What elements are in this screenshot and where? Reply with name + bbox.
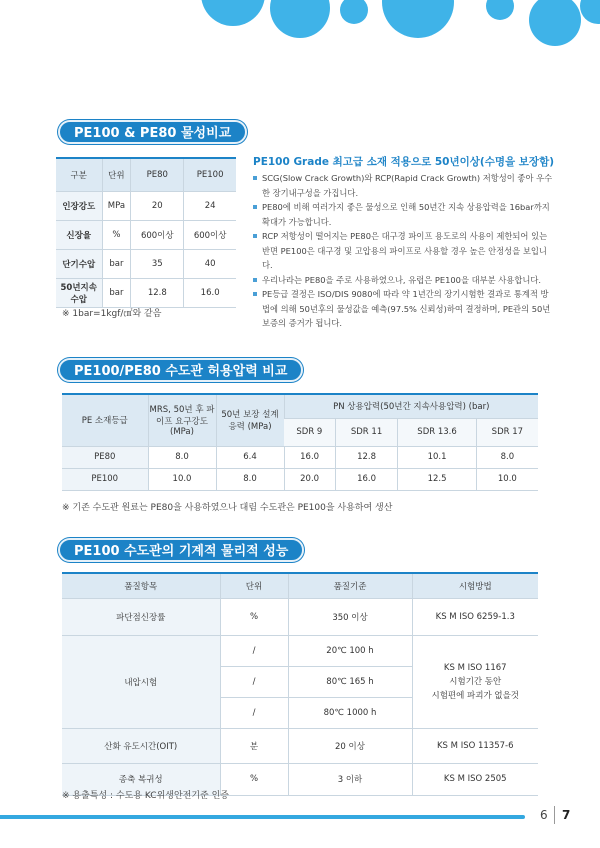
table-cell: KS M ISO 11357-6 <box>412 728 538 763</box>
table-cell: / <box>220 697 288 728</box>
table-cell: 80℃ 165 h <box>288 666 412 697</box>
table-header: 시험방법 <box>412 573 538 598</box>
method-line: 시험기간 동안 <box>449 676 502 687</box>
table-cell: 12.8 <box>131 278 184 307</box>
performance-table <box>62 572 538 796</box>
table-cell: 24 <box>184 191 236 220</box>
table-header: PE100 <box>184 158 236 191</box>
table-header: 구분 <box>56 158 102 191</box>
properties-table <box>56 157 236 308</box>
table-cell: 10.1 <box>398 446 476 468</box>
section-title-performance: PE100 수도관의 기계적 물리적 성능 <box>58 538 304 562</box>
table-header: PN 상용압력(50년간 지속사용압력) (bar) <box>284 394 538 418</box>
table-header: PE80 <box>131 158 184 191</box>
table-cell: 35 <box>131 249 184 278</box>
table-cell: 16.0 <box>184 278 236 307</box>
method-line: 시험편에 파괴가 없을것 <box>431 690 519 701</box>
table-cell: 350 이상 <box>288 598 412 635</box>
method-line: KS M ISO 1167 <box>443 662 507 673</box>
table-cell: 20℃ 100 h <box>288 635 412 666</box>
table-cell: 600이상 <box>184 220 236 249</box>
table-row <box>56 278 236 307</box>
footer-line <box>0 815 525 819</box>
sdr-header: SDR 9 <box>284 418 335 446</box>
table-cell: 분 <box>220 728 288 763</box>
list-item: RCP 저항성이 떨어지는 PE80은 대구경 파이프 용도로의 사용이 제한되어 있는 반면 PE100은 대구경 및 고압용의 파이프로 사용할 경우 높은 안정성을 보입니다. <box>253 229 553 273</box>
list-item: PE등급 결정은 ISO/DIS 9080에 따라 약 1년간의 장기시험한 결과로 통계적 방법에 의해 50년후의 물성값을 예측(97.5% 신뢰성)하여 결정하며, PE관의 50년 보증의 증거가 됩니다. <box>253 287 553 331</box>
table-cell: 8.0 <box>476 446 538 468</box>
table-row <box>62 468 538 490</box>
table-cell: % <box>102 220 131 249</box>
table-header: 품질기준 <box>288 573 412 598</box>
table-cell: 80℃ 1000 h <box>288 697 412 728</box>
table-header: 품질항목 <box>62 573 220 598</box>
unit-note: ※ 1bar=1kgf/㎠와 같음 <box>62 309 162 319</box>
table-cell: 8.0 <box>216 468 284 490</box>
sdr-header: SDR 17 <box>476 418 538 446</box>
test-method-cell <box>412 635 538 728</box>
table-cell: 12.8 <box>335 446 398 468</box>
table-cell: 20 <box>131 191 184 220</box>
table-header: PE 소재등급 <box>62 394 148 446</box>
row-label: 파단점신장률 <box>62 598 220 635</box>
section-title-pressure: PE100/PE80 수도관 허용압력 비교 <box>58 358 303 382</box>
table-row <box>56 249 236 278</box>
section-title-pe-comparison: PE100 & PE80 물성비교 <box>58 120 247 144</box>
table-cell: MPa <box>102 191 131 220</box>
table-cell: % <box>220 598 288 635</box>
row-label: 50년지속 수압 <box>56 278 102 307</box>
row-label: 인장강도 <box>56 191 102 220</box>
table-cell: 10.0 <box>148 468 216 490</box>
list-item: PE80에 비해 여러가지 좋은 물성으로 인해 50년간 지속 상용압력을 16bar까지 확대가 가능합니다. <box>253 200 553 229</box>
list-item: 우리나라는 PE80을 주로 사용하였으나, 유럽은 PE100을 대부분 사용합니다. <box>253 273 553 288</box>
table-cell: 3 이하 <box>288 763 412 795</box>
table-row <box>62 728 538 763</box>
certification-note: ※ 용출특성 : 수도용 KC위생안전기준 인증 <box>62 791 229 801</box>
table-header: 단위 <box>220 573 288 598</box>
table-cell: 12.5 <box>398 468 476 490</box>
feature-list <box>253 171 553 331</box>
decorative-circles <box>0 0 600 70</box>
table-cell: 8.0 <box>148 446 216 468</box>
table-cell: 20.0 <box>284 468 335 490</box>
row-label: PE100 <box>62 468 148 490</box>
table-cell: 16.0 <box>335 468 398 490</box>
list-item: SCG(Slow Crack Growth)와 RCP(Rapid Crack Growth) 저항성이 좋아 우수한 장기내구성을 가집니다. <box>253 171 553 200</box>
table-cell: KS M ISO 2505 <box>412 763 538 795</box>
page-divider <box>554 806 555 824</box>
table-cell: bar <box>102 249 131 278</box>
sdr-header: SDR 13.6 <box>398 418 476 446</box>
table-row <box>62 635 538 666</box>
table-cell: 6.4 <box>216 446 284 468</box>
table-cell: / <box>220 666 288 697</box>
table-cell: % <box>220 763 288 795</box>
grade-heading: PE100 Grade 최고급 소재 적용으로 50년이상(수명을 보장함) <box>253 156 555 168</box>
sdr-header: SDR 11 <box>335 418 398 446</box>
table-cell: 10.0 <box>476 468 538 490</box>
table-cell: / <box>220 635 288 666</box>
row-label: 산화 유도시간(OIT) <box>62 728 220 763</box>
table-header: 단위 <box>102 158 131 191</box>
page-number-right: 7 <box>562 808 571 822</box>
table-row <box>56 220 236 249</box>
table-cell: 600이상 <box>131 220 184 249</box>
table-row <box>62 446 538 468</box>
table-cell: 40 <box>184 249 236 278</box>
row-label: 내압시험 <box>62 635 220 728</box>
table-row <box>56 191 236 220</box>
row-label: 신장율 <box>56 220 102 249</box>
material-note: ※ 기존 수도관 원료는 PE80을 사용하였으나 대림 수도관은 PE100을 사용하여 생산 <box>62 503 393 513</box>
row-label: PE80 <box>62 446 148 468</box>
table-cell: 16.0 <box>284 446 335 468</box>
table-row <box>62 598 538 635</box>
table-header: 50년 보장 설계 응력 (MPa) <box>216 394 284 446</box>
row-label: 단기수압 <box>56 249 102 278</box>
table-cell: 20 이상 <box>288 728 412 763</box>
table-cell: KS M ISO 6259-1.3 <box>412 598 538 635</box>
page-number-left: 6 <box>540 808 548 822</box>
row-label: 종축 복귀성 <box>62 763 220 795</box>
table-cell: bar <box>102 278 131 307</box>
table-header: MRS, 50년 후 파이프 요구강도 (MPa) <box>148 394 216 446</box>
pressure-table <box>62 393 538 491</box>
